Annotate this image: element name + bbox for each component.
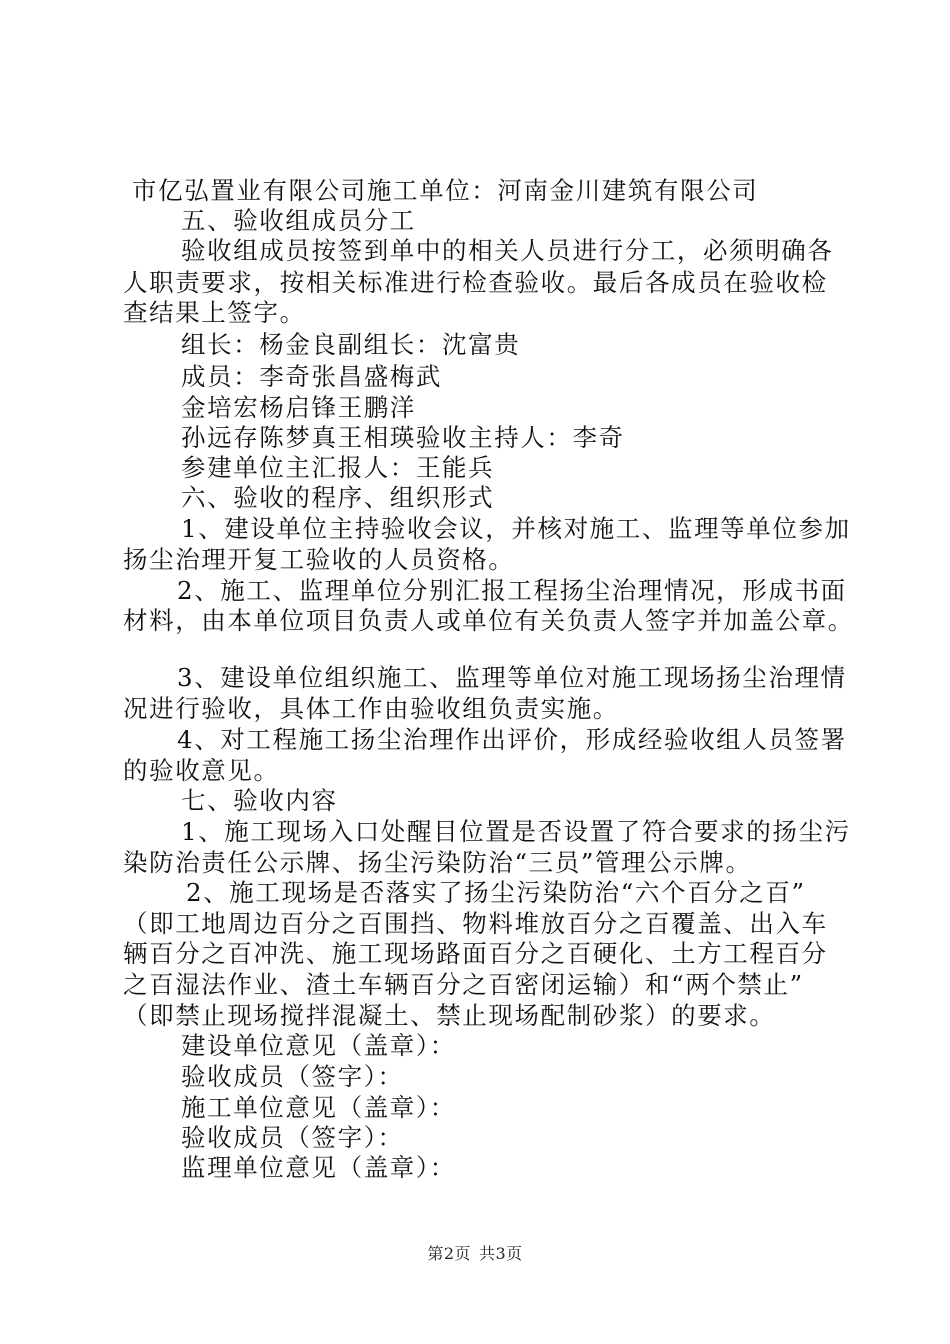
text-line: 1、施工现场入口处醒目位置是否设置了符合要求的扬尘污 [181,817,851,846]
page-footer [0,1244,950,1264]
text-line: 成员：李奇张昌盛梅武 [181,362,442,391]
text-line: 市亿弘置业有限公司施工单位：河南金川建筑有限公司 [132,176,759,205]
signature-field-label: 施工单位意见（盖章）： [181,1093,456,1122]
text-line: 人职责要求，按相关标准进行检查验收。最后各成员在验收检 [123,268,828,297]
text-line: 材料，由本单位项目负责人或单位有关负责人签字并加盖公章。 [123,606,854,635]
signature-field-label: 建设单位意见（盖章）： [181,1031,456,1060]
text-line: （即禁止现场搅拌混凝土、禁止现场配制砂浆）的要求。 [123,1001,776,1030]
text-line: 况进行验收，具体工作由验收组负责实施。 [123,694,619,723]
text-line: 之百湿法作业、渣土车辆百分之百密闭运输）和“两个禁止” [123,970,804,999]
text-line: 1、建设单位主持验收会议，并核对施工、监理等单位参加 [181,514,851,543]
text-line: 金培宏杨启锋王鹏洋 [181,393,416,422]
text-line: （即工地周边百分之百围挡、物料堆放百分之百覆盖、出入车 [123,909,828,938]
text-line: 3、建设单位组织施工、监理等单位对施工现场扬尘治理情 [177,663,847,692]
text-line: 2、施工现场是否落实了扬尘污染防治“六个百分之百” [186,878,806,907]
page-total: 共3页 [479,1244,523,1263]
signature-field-label: 监理单位意见（盖章）： [181,1153,456,1182]
text-line: 2、施工、监理单位分别汇报工程扬尘治理情况，形成书面 [177,576,847,605]
section-heading: 七、验收内容 [181,786,338,815]
signature-field-label: 验收成员（签字）： [181,1123,404,1152]
text-line: 染防治责任公示牌、扬尘污染防治“三员”管理公示牌。 [123,848,752,877]
page-number: 第2页 [427,1244,471,1263]
text-line: 查结果上签字。 [123,298,306,327]
signature-field-label: 验收成员（签字）： [181,1062,404,1091]
text-line: 参建单位主汇报人：王能兵 [181,453,495,482]
text-line: 的验收意见。 [123,756,280,785]
text-line: 扬尘治理开复工验收的人员资格。 [123,545,515,574]
text-line: 4、对工程施工扬尘治理作出评价，形成经验收组人员签署 [177,725,847,754]
text-line: 孙远存陈梦真王相瑛验收主持人：李奇 [181,423,625,452]
section-heading: 六、验收的程序、组织形式 [181,483,495,512]
text-line: 验收组成员按签到单中的相关人员进行分工，必须明确各 [181,236,834,265]
text-line: 组长：杨金良副组长：沈富贵 [181,330,521,359]
section-heading: 五、验收组成员分工 [181,206,416,235]
text-line: 辆百分之百冲洗、施工现场路面百分之百硬化、土方工程百分 [123,939,828,968]
